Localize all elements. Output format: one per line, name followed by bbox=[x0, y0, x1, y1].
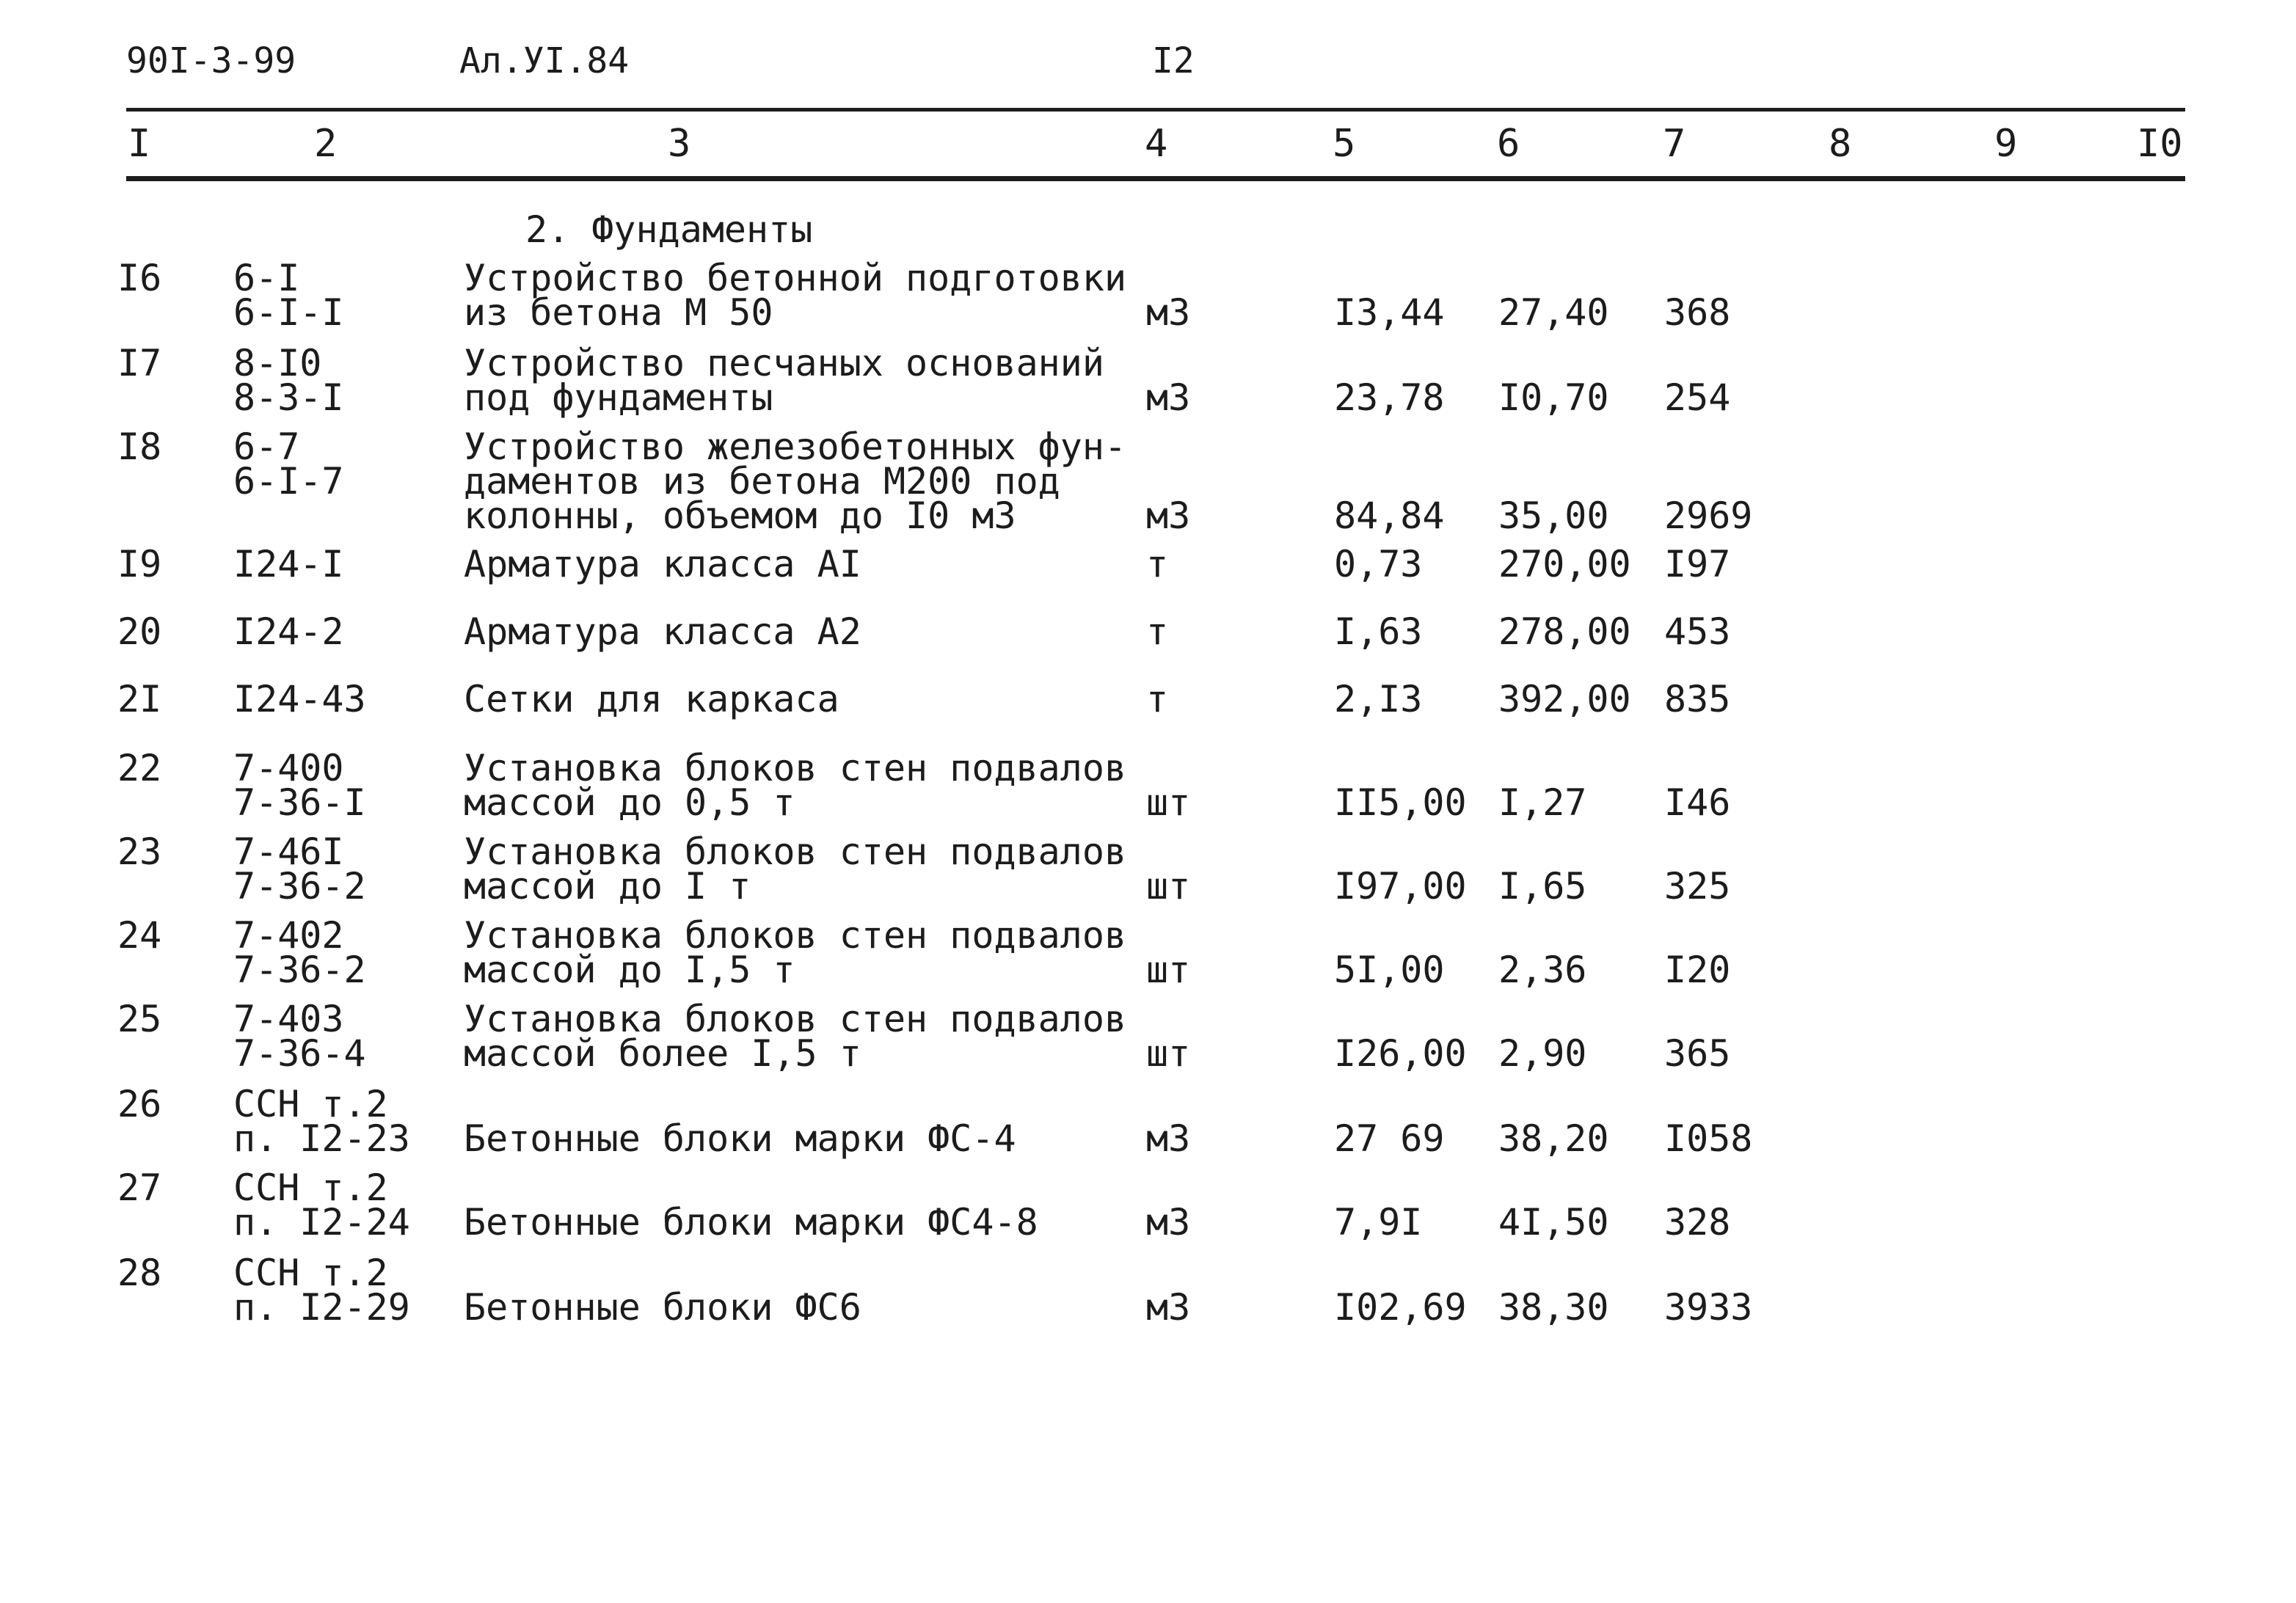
row-number: I8 bbox=[117, 426, 162, 468]
unit-price: 27,40 bbox=[1498, 291, 1609, 334]
unit: шт bbox=[1146, 1032, 1191, 1075]
quantity: 2,I3 bbox=[1334, 678, 1423, 720]
total-cost: 3933 bbox=[1664, 1286, 1753, 1329]
quantity: I26,00 bbox=[1334, 1032, 1467, 1075]
total-cost: 453 bbox=[1664, 610, 1731, 653]
total-cost: 368 bbox=[1664, 291, 1731, 334]
work-description: Установка блоков стен подвалов массой до I т bbox=[464, 830, 1127, 908]
quantity: I97,00 bbox=[1334, 865, 1467, 908]
unit: м3 bbox=[1146, 494, 1191, 537]
norm-code: 7-403 7-36-4 bbox=[233, 998, 366, 1075]
quantity: I02,69 bbox=[1334, 1286, 1467, 1329]
column-number: 5 bbox=[1333, 122, 1356, 166]
unit: м3 bbox=[1146, 376, 1191, 419]
quantity: 23,78 bbox=[1334, 376, 1445, 419]
norm-code: 6-I 6-I-I bbox=[233, 257, 344, 334]
unit-price: 270,00 bbox=[1498, 543, 1631, 585]
unit-price: 392,00 bbox=[1498, 678, 1631, 720]
norm-code: 8-I0 8-3-I bbox=[233, 342, 344, 419]
column-number: 3 bbox=[668, 122, 691, 166]
work-description: Устройство железобетонных фун- даментов из бетона М200 под колонны, объемом до I0 м3 bbox=[464, 426, 1127, 537]
section-title: 2. Фундаменты bbox=[525, 208, 813, 251]
unit: т bbox=[1146, 543, 1169, 585]
quantity: 5I,00 bbox=[1334, 949, 1445, 991]
work-description: Арматура класса АI bbox=[464, 543, 861, 585]
unit: т bbox=[1146, 678, 1169, 720]
column-number: I0 bbox=[2137, 122, 2183, 166]
document-code: 90I-3-99 bbox=[126, 40, 296, 81]
norm-code: 7-46I 7-36-2 bbox=[233, 830, 366, 908]
norm-code: 6-7 6-I-7 bbox=[233, 426, 344, 503]
unit: м3 bbox=[1146, 1117, 1191, 1160]
unit: шт bbox=[1146, 781, 1191, 824]
work-description: Устройство песчаных оснований под фундаменты bbox=[464, 342, 1104, 419]
norm-code: ССН т.2 п. I2-23 bbox=[233, 1083, 410, 1160]
column-number: 9 bbox=[1994, 122, 2018, 166]
total-cost: 2969 bbox=[1664, 494, 1753, 537]
row-number: 27 bbox=[117, 1166, 162, 1209]
total-cost: 365 bbox=[1664, 1032, 1731, 1075]
row-number: 22 bbox=[117, 747, 162, 789]
total-cost: 325 bbox=[1664, 865, 1731, 908]
column-number: 2 bbox=[314, 122, 338, 166]
work-description: Устройство бетонной подготовки из бетона М 50 bbox=[464, 257, 1127, 334]
norm-code: ССН т.2 п. I2-29 bbox=[233, 1252, 410, 1329]
column-number: 6 bbox=[1497, 122, 1520, 166]
row-number: I9 bbox=[117, 543, 162, 585]
work-description: Бетонные блоки марки ФС4-8 bbox=[464, 1201, 1038, 1244]
norm-code: 7-400 7-36-I bbox=[233, 747, 366, 824]
row-number: I7 bbox=[117, 342, 162, 384]
norm-code: I24-2 bbox=[233, 610, 344, 653]
row-number: 2I bbox=[117, 678, 162, 720]
row-number: 26 bbox=[117, 1083, 162, 1125]
quantity: I3,44 bbox=[1334, 291, 1445, 334]
unit-price: 38,20 bbox=[1498, 1117, 1609, 1160]
row-number: 20 bbox=[117, 610, 162, 653]
header-bottom-rule bbox=[126, 176, 2185, 181]
norm-code: I24-I bbox=[233, 543, 344, 585]
quantity: I,63 bbox=[1334, 610, 1423, 653]
norm-code: ССН т.2 п. I2-24 bbox=[233, 1166, 410, 1244]
unit-price: 35,00 bbox=[1498, 494, 1609, 537]
unit: шт bbox=[1146, 949, 1191, 991]
unit: т bbox=[1146, 610, 1169, 653]
quantity: II5,00 bbox=[1334, 781, 1467, 824]
norm-code: I24-43 bbox=[233, 678, 366, 720]
total-cost: I97 bbox=[1664, 543, 1731, 585]
total-cost: 254 bbox=[1664, 376, 1731, 419]
column-number: I bbox=[128, 122, 151, 166]
work-description: Установка блоков стен подвалов массой более I,5 т bbox=[464, 998, 1127, 1075]
unit-price: 2,90 bbox=[1498, 1032, 1587, 1075]
total-cost: I46 bbox=[1664, 781, 1731, 824]
unit-price: I,27 bbox=[1498, 781, 1587, 824]
unit-price: 4I,50 bbox=[1498, 1201, 1609, 1244]
quantity: 27 69 bbox=[1334, 1117, 1445, 1160]
unit-price: 2,36 bbox=[1498, 949, 1587, 991]
unit: м3 bbox=[1146, 291, 1191, 334]
norm-code: 7-402 7-36-2 bbox=[233, 914, 366, 991]
work-description: Бетонные блоки марки ФС-4 bbox=[464, 1117, 1016, 1160]
column-number: 4 bbox=[1145, 122, 1168, 166]
unit-price: I,65 bbox=[1498, 865, 1587, 908]
row-number: 23 bbox=[117, 830, 162, 873]
total-cost: I20 bbox=[1664, 949, 1731, 991]
total-cost: 835 bbox=[1664, 678, 1731, 720]
top-rule bbox=[126, 108, 2185, 112]
work-description: Сетки для каркаса bbox=[464, 678, 839, 720]
row-number: I6 bbox=[117, 257, 162, 299]
sheet-reference: Ал.УI.84 bbox=[459, 40, 630, 81]
unit: м3 bbox=[1146, 1201, 1191, 1244]
unit: шт bbox=[1146, 865, 1191, 908]
work-description: Установка блоков стен подвалов массой до 0,5 т bbox=[464, 747, 1127, 824]
row-number: 24 bbox=[117, 914, 162, 957]
unit-price: 38,30 bbox=[1498, 1286, 1609, 1329]
work-description: Установка блоков стен подвалов массой до I,5 т bbox=[464, 914, 1127, 991]
row-number: 25 bbox=[117, 998, 162, 1040]
total-cost: I058 bbox=[1664, 1117, 1753, 1160]
unit-price: I0,70 bbox=[1498, 376, 1609, 419]
quantity: 7,9I bbox=[1334, 1201, 1423, 1244]
page-number: I2 bbox=[1152, 40, 1195, 81]
column-number: 8 bbox=[1829, 122, 1852, 166]
row-number: 28 bbox=[117, 1252, 162, 1294]
unit-price: 278,00 bbox=[1498, 610, 1631, 653]
work-description: Бетонные блоки ФС6 bbox=[464, 1286, 861, 1329]
quantity: 84,84 bbox=[1334, 494, 1445, 537]
quantity: 0,73 bbox=[1334, 543, 1423, 585]
column-number: 7 bbox=[1663, 122, 1686, 166]
work-description: Арматура класса А2 bbox=[464, 610, 861, 653]
total-cost: 328 bbox=[1664, 1201, 1731, 1244]
unit: м3 bbox=[1146, 1286, 1191, 1329]
